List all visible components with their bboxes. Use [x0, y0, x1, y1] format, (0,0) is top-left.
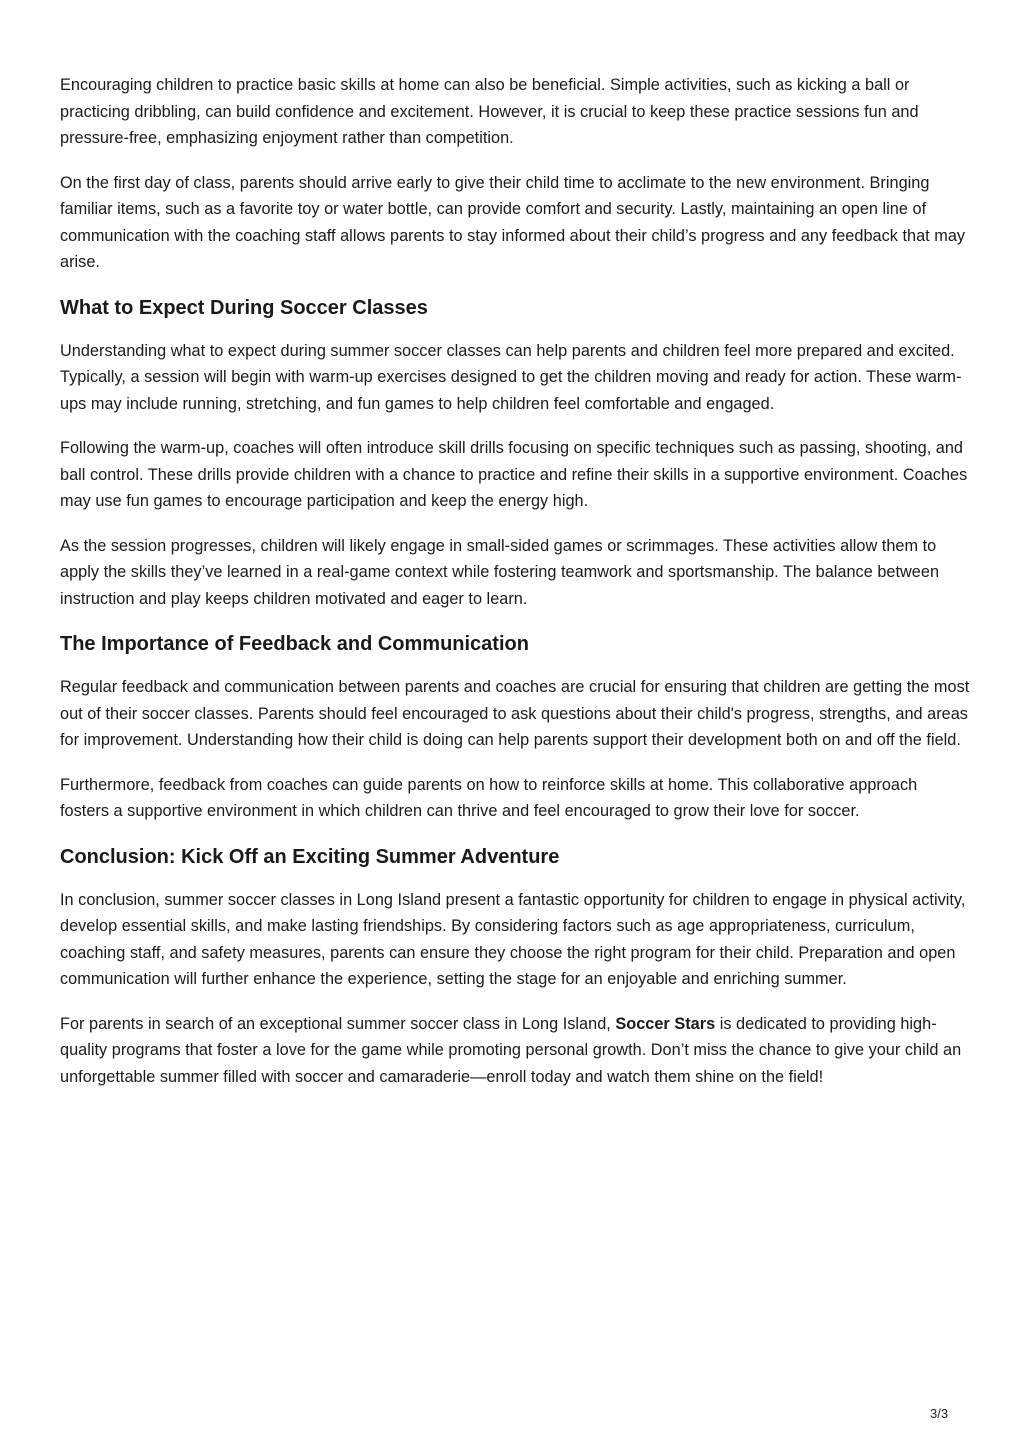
cta-text-before: For parents in search of an exceptional summer soccer class in Long Island, — [60, 1014, 616, 1033]
heading-what-to-expect: What to Expect During Soccer Classes — [60, 296, 428, 319]
paragraph-feedback-regular: Regular feedback and communication between parents and coaches are crucial for ensuring that children are getting the most out of their soccer classes. Parents should feel encouraged to ask questions about their child's progress, strengths, and areas for improvement. Understanding how their child is doing can help parents support their development both on and off the field. — [60, 678, 970, 749]
paragraph-scrimmages: As the session progresses, children will likely engage in small-sided games or scrimmages. These activities allow them to apply the skills they’ve learned in a real-game context while fostering teamwork and sportsmanship. The balance between instruction and play keeps children motivated and eager to learn. — [60, 536, 940, 608]
paragraph-practice-at-home: Encouraging children to practice basic skills at home can also be beneficial. Simple activities, such as kicking a ball or practicing dribbling, can build confidence and excitement. However, it is crucial to keep these practice sessions fun and pressure-free, emphasizing enjoyment rather than competition. — [60, 76, 919, 147]
page-number: 3/3 — [930, 1406, 949, 1421]
heading-conclusion: Conclusion: Kick Off an Exciting Summer Adventure — [60, 845, 560, 868]
paragraph-skill-drills: Following the warm-up, coaches will often introduce skill drills focusing on specific techniques such as passing, shooting, and ball control. These drills provide children with a chance to practice and refine their skills in a supportive environment. Coaches may use fun games to encourage participation and keep the energy high. — [60, 439, 968, 510]
heading-feedback: The Importance of Feedback and Communication — [60, 633, 529, 655]
paragraph-first-day: On the first day of class, parents should arrive early to give their child time to acclimate to the new environment. Bringing familiar items, such as a favorite toy or water bottle, can provide comfort and security. Lastly, maintaining an open line of communication with the coaching staff allows parents to stay informed about their child’s progress and any feedback that may arise. — [60, 173, 966, 271]
brand-name-soccer-stars: Soccer Stars — [615, 1014, 716, 1033]
cta-text-after: is dedicated to providing high-quality programs that foster a love for the game while promoting personal growth. Don’t miss the chance to give your child an unforgettable summer filled with soccer and camaraderie—enroll today and watch them shine on the field! — [60, 1014, 962, 1086]
paragraph-expect-intro: Understanding what to expect during summer soccer classes can help parents and children feel more prepared and excited. Typically, a session will begin with warm-up exercises designed to get the children moving and ready for action. These warm-ups may include running, stretching, and fun games to help children feel comfortable and engaged. — [60, 341, 962, 413]
paragraph-feedback-coaches: Furthermore, feedback from coaches can guide parents on how to reinforce skills at home. This collaborative approach fosters a supportive environment in which children can thrive and feel encouraged to grow their love for soccer. — [60, 775, 918, 820]
paragraph-call-to-action — [60, 1011, 970, 1091]
document-body — [60, 72, 970, 1108]
paragraph-conclusion: In conclusion, summer soccer classes in Long Island present a fantastic opportunity for children to engage in physical activity, develop essential skills, and make lasting friendships. By considering factors such as age appropriateness, curriculum, coaching staff, and safety measures, parents can ensure they choose the right program for their child. Preparation and open communication will further enhance the experience, setting the stage for an enjoyable and enriching summer. — [60, 890, 966, 988]
